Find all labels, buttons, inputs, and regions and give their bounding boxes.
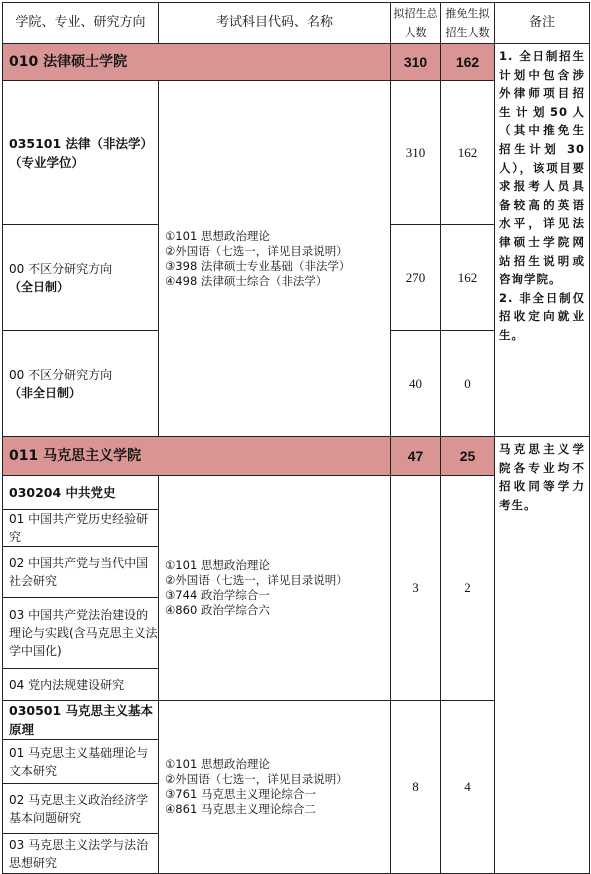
college-exempt: 162 <box>441 44 495 81</box>
header-note: 备注 <box>495 3 590 44</box>
major-code-name: 035101 法律（非法学） <box>9 135 154 151</box>
college-row-marx <box>3 437 590 476</box>
subject-item: ①101 思想政治理论 <box>165 228 270 243</box>
college-name: 011 马克思主义学院 <box>3 437 391 476</box>
note-law-2: 2. 非全日制仅招收定向就业生。 <box>499 290 585 342</box>
subject-item: ③744 政治学综合一 <box>165 588 270 602</box>
direction-name: 01 中国共产党历史经验研究 <box>3 510 159 547</box>
direction-mode: （非全日制） <box>9 385 82 400</box>
college-exempt: 25 <box>441 437 495 476</box>
header-subjects: 考试科目代码、名称 <box>159 3 391 44</box>
note-law <box>495 44 590 437</box>
direction-name: 02 马克思主义政治经济学基本问题研究 <box>3 784 159 834</box>
direction-quota: 270 <box>391 225 441 331</box>
major-name <box>3 81 159 225</box>
header-major: 学院、专业、研究方向 <box>3 3 159 44</box>
major-exempt: 2 <box>441 476 495 701</box>
subject-item: ④860 政治学综合六 <box>165 603 270 617</box>
direction-name: 03 马克思主义法学与法治思想研究 <box>3 834 159 874</box>
direction-name: 02 中国共产党与当代中国社会研究 <box>3 547 159 598</box>
direction-name <box>3 225 159 331</box>
direction-mode: （全日制） <box>9 279 70 294</box>
direction-exempt: 0 <box>441 331 495 437</box>
note-law-1: 1. 全日制招生计划中包含涉外律师项目招生计划50人（其中推免生招生计划 30人），该项目要求报考人员具备较高的英语水平，详见法律硕士学院网站招生说明或咨询学院。 <box>499 49 585 287</box>
direction-name: 04 党内法规建设研究 <box>3 669 159 701</box>
header-quota: 拟招生总人数 <box>391 3 441 44</box>
subjects-marx-1 <box>159 476 391 701</box>
direction-exempt: 162 <box>441 225 495 331</box>
direction-name <box>3 331 159 437</box>
college-name: 010 法律硕士学院 <box>3 44 391 81</box>
header-row <box>3 3 590 44</box>
major-name: 030501 马克思主义基本原理 <box>3 701 159 740</box>
college-quota: 310 <box>391 44 441 81</box>
subject-item: ②外国语（七选一，详见目录说明） <box>165 772 348 786</box>
major-name: 030204 中共党史 <box>3 476 159 510</box>
direction-name: 03 中国共产党法治建设的理论与实践(含马克思主义法学中国化) <box>3 598 159 669</box>
subject-item: ①101 思想政治理论 <box>165 558 270 572</box>
subject-item: ②外国语（七选一，详见目录说明） <box>165 243 348 258</box>
subject-item: ④498 法律硕士综合（非法学） <box>165 273 328 288</box>
subjects-law <box>159 81 391 437</box>
subject-item: ③398 法律硕士专业基础（非法学） <box>165 258 351 273</box>
direction-name: 01 马克思主义基础理论与文本研究 <box>3 740 159 784</box>
college-row-law <box>3 44 590 81</box>
college-quota: 47 <box>391 437 441 476</box>
subject-item: ②外国语（七选一，详见目录说明） <box>165 573 348 587</box>
subject-item: ③761 马克思主义理论综合一 <box>165 787 316 801</box>
subject-item: ①101 思想政治理论 <box>165 757 270 771</box>
direction-quota: 40 <box>391 331 441 437</box>
note-marx: 马克思主义学院各专业均不招收同等学力考生。 <box>495 437 590 874</box>
major-quota: 310 <box>391 81 441 225</box>
major-degree-type: （专业学位） <box>9 154 85 170</box>
direction-label: 00 不区分研究方向 <box>9 261 113 276</box>
enrollment-table <box>2 2 590 874</box>
major-quota: 8 <box>391 701 441 874</box>
header-exempt: 推免生拟招生人数 <box>441 3 495 44</box>
major-exempt: 4 <box>441 701 495 874</box>
subjects-marx-2 <box>159 701 391 874</box>
direction-label: 00 不区分研究方向 <box>9 367 113 382</box>
subject-item: ④861 马克思主义理论综合二 <box>165 802 316 816</box>
major-exempt: 162 <box>441 81 495 225</box>
major-quota: 3 <box>391 476 441 701</box>
